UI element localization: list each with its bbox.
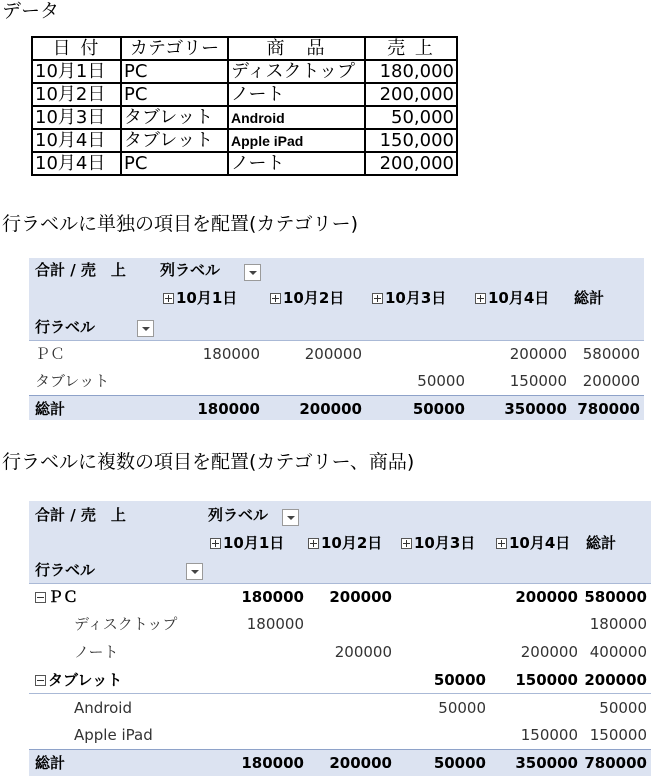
expand-plus-icon[interactable] [496,538,507,549]
total-value: 350000 [504,400,567,418]
cell-value: 50000 [438,699,486,717]
cell-value: 580000 [582,345,640,363]
value-field-label: 合計 / 売 上 [35,261,126,279]
column-header-10-1[interactable]: 10月1日 [163,289,237,307]
column-labels-caption: 列ラベル [160,261,221,279]
cell-sales: 200,000 [365,152,457,175]
column-header-total: 総計 [574,289,605,307]
cell-date: 10月2日 [32,83,121,106]
cell-product: ディスクトップ [228,60,365,83]
cell-value: 200000 [582,372,640,390]
total-value: 180000 [241,754,304,772]
collapse-minus-icon[interactable] [35,675,46,686]
cell-category: PC [121,60,228,83]
row-labels-caption: 行ラベル [35,561,96,579]
cell-date: 10月3日 [32,106,121,129]
cell-category: PC [121,83,228,106]
pivot-table-multiple [29,501,651,777]
table-row [32,60,457,83]
column-header-10-2[interactable]: 10月2日 [308,534,382,552]
cell-category: タブレット [121,106,228,129]
row-filter-dropdown[interactable] [186,563,203,580]
expand-plus-icon[interactable] [372,293,383,304]
total-divider [29,749,651,750]
cell-value: 580000 [584,588,647,606]
child-row-label: ノート [74,643,119,661]
cell-value: 180000 [589,615,647,633]
value-field-label: 合計 / 売 上 [35,506,126,524]
total-value: 50000 [412,400,465,418]
column-header-10-3[interactable]: 10月3日 [372,289,446,307]
table-row [32,129,457,152]
column-header-10-2[interactable]: 10月2日 [270,289,344,307]
cell-product: ノート [228,83,365,106]
header-date: 日 付 [32,37,121,60]
row-label-tablet: タブレット [35,372,110,390]
total-value: 50000 [433,754,486,772]
cell-sales: 200,000 [365,83,457,106]
pivot1-heading: 行ラベルに単独の項目を配置(カテゴリー) [2,213,359,235]
row-label-pc: ＰＣ [35,345,66,363]
header-divider [29,583,651,584]
column-header-10-4[interactable]: 10月4日 [496,534,570,552]
cell-value: 150000 [589,726,647,744]
row-labels-caption: 行ラベル [35,318,96,336]
cell-product: ノート [228,152,365,175]
group-divider [29,693,651,694]
cell-value: 200000 [515,588,578,606]
cell-value: 150000 [515,671,578,689]
source-data-table [31,36,458,176]
expand-plus-icon[interactable] [401,538,412,549]
cell-value: 200000 [509,345,567,363]
cell-value: 200000 [520,643,578,661]
total-divider [29,395,644,396]
child-row-label: Apple iPad [74,726,153,744]
cell-product: Apple iPad [228,129,365,152]
header-category: カテゴリー [121,37,228,60]
data-title: データ [2,0,60,22]
cell-value: 200000 [334,643,392,661]
expand-plus-icon[interactable] [270,293,281,304]
total-value: 180000 [197,400,260,418]
table-row [32,83,457,106]
column-header-total: 総計 [586,534,617,552]
cell-date: 10月1日 [32,60,121,83]
header-divider [29,340,644,341]
column-header-10-3[interactable]: 10月3日 [401,534,475,552]
cell-value: 50000 [433,671,486,689]
table-row [32,106,457,129]
cell-value: 180000 [246,615,304,633]
grand-total-label: 総計 [35,754,66,772]
row-filter-dropdown[interactable] [137,320,154,337]
column-header-10-4[interactable]: 10月4日 [475,289,549,307]
column-filter-dropdown[interactable] [282,509,299,526]
header-sales: 売 上 [365,37,457,60]
cell-date: 10月4日 [32,152,121,175]
total-value: 780000 [577,400,640,418]
column-filter-dropdown[interactable] [244,264,261,281]
child-row-label: Android [74,699,132,717]
cell-value: 50000 [599,699,647,717]
cell-value: 150000 [520,726,578,744]
expand-plus-icon[interactable] [308,538,319,549]
group-row-tablet[interactable]: タブレット [35,671,122,689]
expand-plus-icon[interactable] [163,293,174,304]
cell-value: 200000 [304,345,362,363]
total-value: 200000 [329,754,392,772]
header-product: 商 品 [228,37,365,60]
cell-product: Android [228,106,365,129]
column-header-10-1[interactable]: 10月1日 [210,534,284,552]
cell-sales: 150,000 [365,129,457,152]
cell-date: 10月4日 [32,129,121,152]
cell-value: 180000 [202,345,260,363]
expand-plus-icon[interactable] [210,538,221,549]
group-row-pc[interactable]: ＰＣ [35,588,78,606]
cell-sales: 50,000 [365,106,457,129]
cell-category: タブレット [121,129,228,152]
cell-value: 180000 [241,588,304,606]
collapse-minus-icon[interactable] [35,592,46,603]
cell-value: 50000 [417,372,465,390]
table-row [32,152,457,175]
total-value: 200000 [299,400,362,418]
pivot2-heading: 行ラベルに複数の項目を配置(カテゴリー、商品) [2,451,415,473]
cell-category: PC [121,152,228,175]
cell-value: 150000 [509,372,567,390]
cell-value: 400000 [589,643,647,661]
total-value: 780000 [584,754,647,772]
cell-sales: 180,000 [365,60,457,83]
expand-plus-icon[interactable] [475,293,486,304]
cell-value: 200000 [584,671,647,689]
column-labels-caption: 列ラベル [208,506,269,524]
total-value: 350000 [515,754,578,772]
grand-total-label: 総計 [35,400,66,418]
pivot-table-single [29,258,644,421]
cell-value: 200000 [329,588,392,606]
child-row-label: ディスクトップ [74,615,178,633]
source-header-row [32,37,457,60]
